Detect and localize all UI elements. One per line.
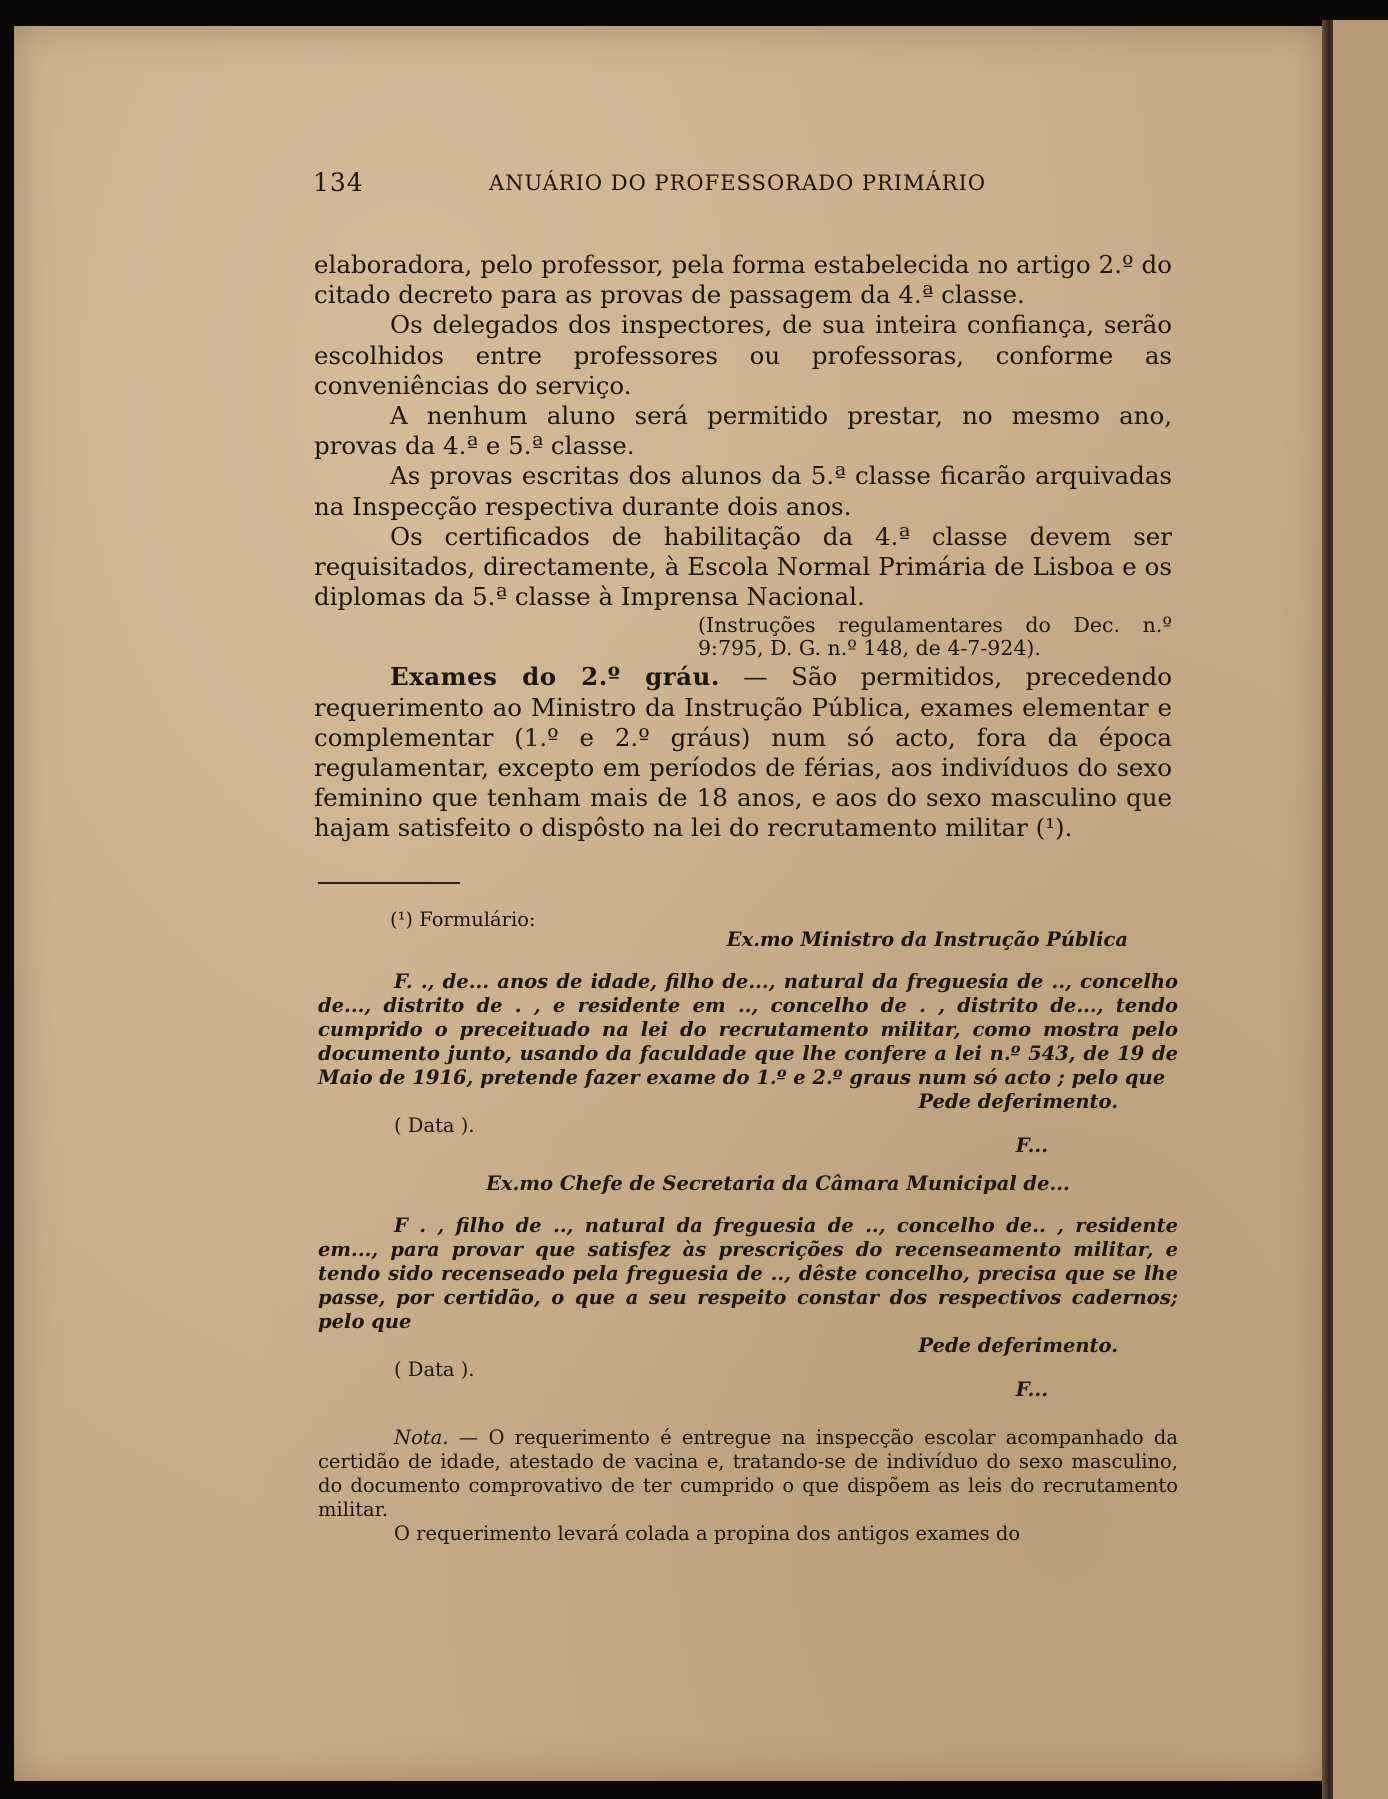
form2-signature: F...: [1015, 1378, 1048, 1401]
section-heading: Exames do 2.º gráu.: [390, 662, 720, 692]
note-text: — O requerimento é entregue na inspecção escolar acompanhado da certidão de idade, atestado de vacina e, tratando-se de indivíduo do sexo masculino, do documento comprovativo de ter cumprido o que dispõem as leis do recrutamento militar.: [318, 1426, 1178, 1521]
paragraph: As provas escritas dos alunos da 5.ª classe ficarão arquivadas na Inspecção respectiva durante dois anos.: [314, 461, 1172, 521]
section-text: — São permitidos, precedendo requerimento ao Ministro da Instrução Pública, exames elementar e complementar (1.º e 2.º gráus) num só acto, fora da época regulamentar, excepto em períodos de férias, aos indivíduos do sexo feminino que tenham mais de 18 anos, e aos do sexo masculino que hajam satisfeito o dispôsto na lei do recrutamento militar (¹).: [314, 662, 1172, 843]
paragraph: Os certificados de habilitação da 4.ª classe devem ser requisitados, directamente, à Escola Normal Primária de Lisboa e os diplomas da 5.ª classe à Imprensa Nacional.: [314, 521, 1172, 612]
running-title: ANUÁRIO DO PROFESSORADO PRIMÁRIO: [489, 171, 987, 195]
note-paragraph: [318, 1426, 1178, 1522]
page-number: 134: [313, 168, 364, 197]
form2-body: F . , filho de .., natural da freguesia de .., concelho de.. , residente em..., para provar que satisfez às prescrições do recenseamento militar, e tendo sido recenseado pela freguesia de .., dêste concelho, precisa que se lhe passe, por certidão, o que a seu respeito constar dos respectivos cadernos; pelo que: [318, 1214, 1178, 1333]
form1-signature: F...: [1015, 1134, 1048, 1157]
paragraph: elaboradora, pelo professor, pela forma estabelecida no artigo 2.º do citado decreto para as provas de passagem da 4.ª classe.: [314, 250, 1172, 310]
body-text: [314, 250, 1172, 844]
facing-page-edge: [1330, 20, 1388, 1799]
paragraph: A nenhum aluno será permitido prestar, no mesmo ano, provas da 4.ª e 5.ª classe.: [314, 401, 1172, 461]
paragraph: Os delegados dos inspectores, de sua inteira confiança, serão escolhidos entre professores ou professoras, conforme as conveniências do serviço.: [314, 310, 1172, 400]
footnote: [318, 908, 1178, 1546]
form1-address: Ex.mo Ministro da Instrução Pública: [726, 928, 1128, 951]
book-spine: [1322, 20, 1330, 1799]
form1-body: F. ., de... anos de idade, filho de..., natural da freguesia de .., concelho de..., distrito de . , e residente em .., concelho de . , distrito de..., tendo cumprido o preceituado na lei do recrutamento militar, como mostra pelo documento junto, usando da faculdade que lhe confere a lei n.º 543, de 19 de Maio de 1916, pretende fazer exame do 1.º e 2.º graus num só acto ; pelo que: [318, 970, 1178, 1089]
footnote-intro: (¹) Formulário:: [390, 908, 536, 931]
citation: (Instruções regulamentares do Dec. n.º 9:795, D. G. n.º 148, de 4-7-924).: [698, 613, 1172, 661]
form2-closing: Pede deferimento.: [918, 1334, 1118, 1357]
form1-date: ( Data ).: [394, 1114, 475, 1137]
form1-closing: Pede deferimento.: [918, 1090, 1118, 1113]
note-continuation: O requerimento levará colada a propina dos antigos exames do: [394, 1522, 1021, 1545]
exames-paragraph: [314, 662, 1172, 843]
form2-date: ( Data ).: [394, 1358, 475, 1381]
footnote-rule: [318, 882, 460, 884]
note-label: Nota.: [394, 1426, 449, 1449]
form2-address: Ex.mo Chefe de Secretaria da Câmara Municipal de...: [486, 1172, 1070, 1195]
